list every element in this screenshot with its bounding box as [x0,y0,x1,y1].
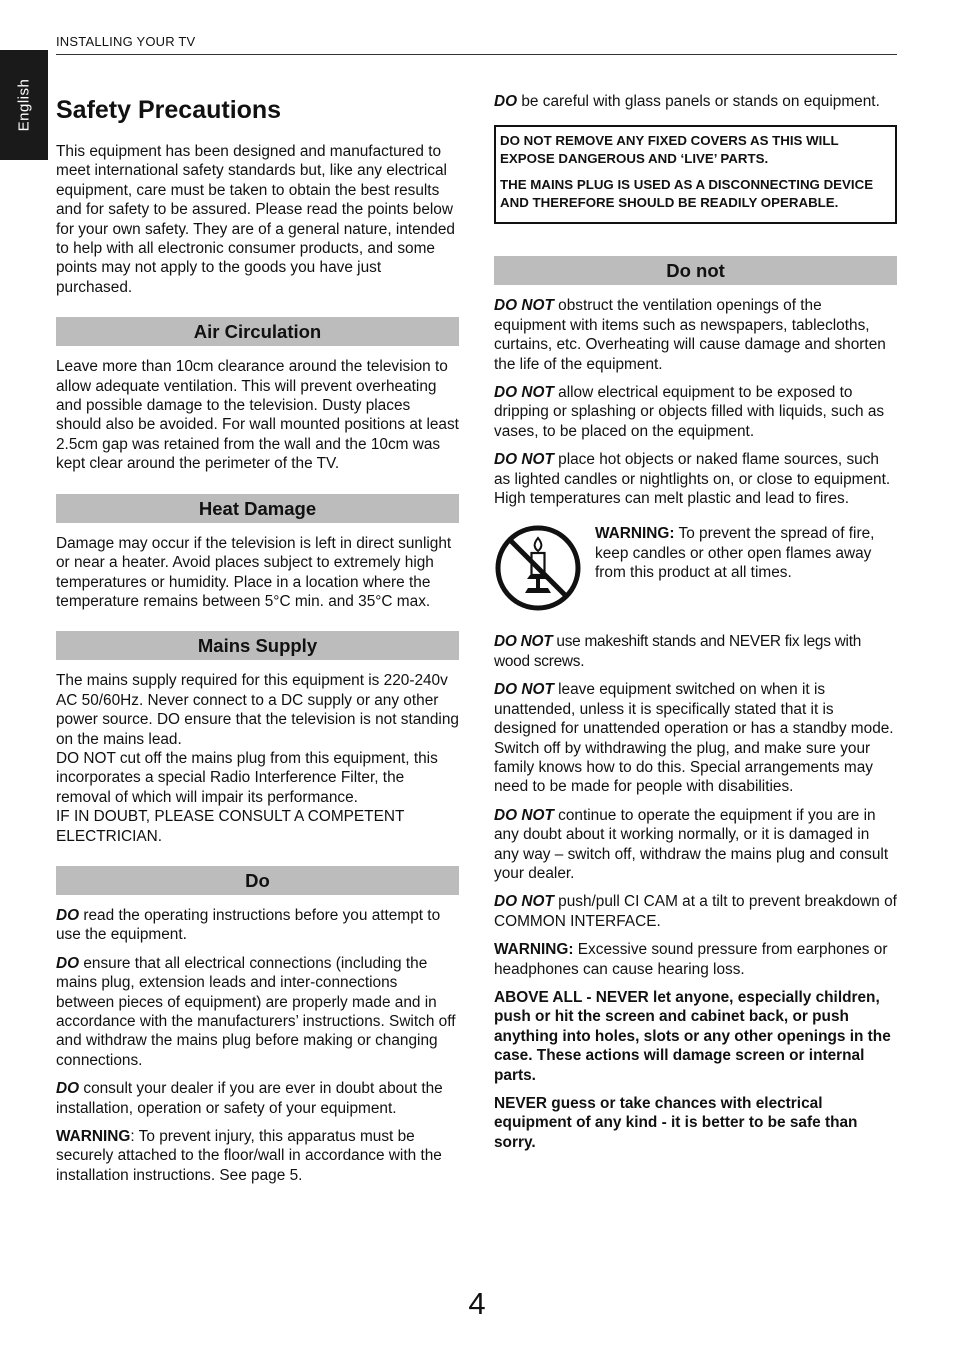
do-not-item [494,296,897,374]
language-tab [0,50,48,160]
do-lead: DO [494,93,518,110]
do-item [56,1079,459,1118]
caution-covers: DO NOT REMOVE ANY FIXED COVERS AS THIS WILL EXPOSE DANGEROUS AND ‘LIVE’ PARTS. [500,133,839,166]
do-not-lead: DO NOT [494,297,554,315]
do-not-lead: DO NOT [494,633,553,651]
do-not-text: place hot objects or naked flame sources, such as lighted candles or nightlights on, or close to equipment. High temperatures can melt plastic and lead to fires. [494,451,891,508]
page-title: Safety Precautions [56,96,282,124]
do-text: consult your dealer if you are ever in doubt about the installation, operation or safety of your equipment. [56,1080,443,1117]
mains-supply-line-3: IF IN DOUBT, PLEASE CONSULT A COMPETENT ELECTRICIAN. [56,808,405,845]
above-all-notice: ABOVE ALL - NEVER let anyone, especially children, push or hit the screen and cabinet back, or push anything into holes, slots or any other openings in the case. These actions will damage screen or internal parts. [494,988,891,1084]
do-not-item [494,892,897,931]
heat-damage-text: Damage may occur if the television is left in direct sunlight or near a heater. Avoid places subject to extremely high temperatures or humidity. Place in a location where the temperature remains between 5°C min. and 35°C max. [56,534,452,610]
running-head: INSTALLING YOUR TV [56,34,196,49]
section-heading-do: Do [56,866,459,895]
left-column [56,92,459,1194]
mains-supply-line-2: DO NOT cut off the mains plug from this equipment, this incorporates a special Radio Interference Filter, the removal of which will impair its performance. [56,749,438,806]
never-guess-notice: NEVER guess or take chances with electrical equipment of any kind - it is better to be safe than sorry. [494,1095,858,1151]
do-not-lead: DO NOT [494,384,554,402]
no-candles-icon [494,524,582,612]
section-heading-mains-supply: Mains Supply [56,631,459,660]
right-column [494,92,897,1161]
warning-text: To prevent the spread of fire, keep candles or other open flames away from this product at all times. [595,525,875,582]
hearing-warning [494,940,897,979]
warning-text: : To prevent injury, this apparatus must be securely attached to the floor/wall in accordance with the installation instructions. See page 5. [56,1128,442,1184]
do-not-item [494,383,897,441]
warning-text: Excessive sound pressure from earphones or headphones can cause hearing loss. [494,941,888,978]
do-text: read the operating instructions before you attempt to use the equipment. [56,906,441,944]
caution-mains-plug: THE MAINS PLUG IS USED AS A DISCONNECTING DEVICE AND THEREFORE SHOULD BE READILY OPERABLE. [500,177,874,210]
do-not-text: push/pull CI CAM at a tilt to prevent breakdown of COMMON INTERFACE. [494,893,897,930]
header-rule [56,54,897,55]
do-item [56,906,459,945]
installation-warning [56,1127,459,1185]
section-heading-heat-damage: Heat Damage [56,494,459,523]
warning-lead: WARNING [56,1128,131,1146]
do-text: be careful with glass panels or stands on equipment. [517,93,880,110]
caution-box [494,125,897,224]
mains-supply-text [56,671,459,846]
do-lead: DO [56,954,80,972]
warning-lead: WARNING: [595,525,675,543]
candle-warning [494,524,897,612]
intro-paragraph: This equipment has been designed and manufactured to meet international safety standards but, like any electrical equipment, care must be taken to obtain the best results and for safety to be assured. Please read the points below for your own safety. They are of a general nature, intended to help with all electronic consumer products, and some points may not apply to the goods you have just purchased. [56,143,455,296]
section-heading-do-not: Do not [494,256,897,285]
do-not-item [494,806,897,884]
do-text: ensure that all electrical connections (including the mains plug, extension leads and inter-connections between pieces of equipment) are properly made and in accordance with the manufacturers’ instructions. Switch off and withdraw the mains plug before making or changing connections. [56,954,456,1069]
do-lead: DO [56,906,80,924]
do-item [56,954,459,1070]
air-circulation-text: Leave more than 10cm clearance around the television to allow adequate ventilation. This will prevent overheating and possible damage to the television. Dusty places should also be avoided. For wall mounted positions at least 2.5cm gap was retained from the wall and the 10cm was kept clear around the perimeter of the TV. [56,358,459,473]
warning-lead: WARNING: [494,941,574,959]
do-not-item [494,632,897,671]
do-not-lead: DO NOT [494,451,554,469]
do-item [494,92,897,111]
candle-warning-text [595,524,897,582]
do-not-lead: DO NOT [494,681,554,699]
section-heading-air-circulation: Air Circulation [56,317,459,346]
do-not-lead: DO NOT [494,893,554,911]
do-not-text: obstruct the ventilation openings of the equipment with items such as newspapers, tablecloths, curtains, etc. Overheating will cause damage and shorten the life of the equipment. [494,297,886,373]
page-number: 4 [468,1286,486,1321]
mains-supply-line-1: The mains supply required for this equipment is 220-240v AC 50/60Hz. Never connect to a DC supply or any other power source. DO ensure that the television is not standing on the mains lead. [56,672,459,748]
do-not-text: leave equipment switched on when it is unattended, unless it is specifically stated that it is designed for unattended operation or has a standby mode. Switch off by withdrawing the plug, and make sure your family knows how to do this. Special arrangements may need to be made for people with disabilities. [494,681,894,796]
do-not-item [494,680,897,796]
do-not-text: continue to operate the equipment if you are in any doubt about it working normally, or it is damaged in any way – switch off, withdraw the mains plug and consult your dealer. [494,806,889,882]
do-not-text: allow electrical equipment to be exposed to dripping or splashing or objects filled with liquids, such as vases, to be placed on the equipment. [494,384,885,440]
language-tab-label: English [15,78,33,132]
do-not-item [494,450,897,508]
do-not-text: use makeshift stands and NEVER fix legs with wood screws. [494,633,862,670]
do-lead: DO [56,1080,80,1098]
do-not-lead: DO NOT [494,806,554,824]
